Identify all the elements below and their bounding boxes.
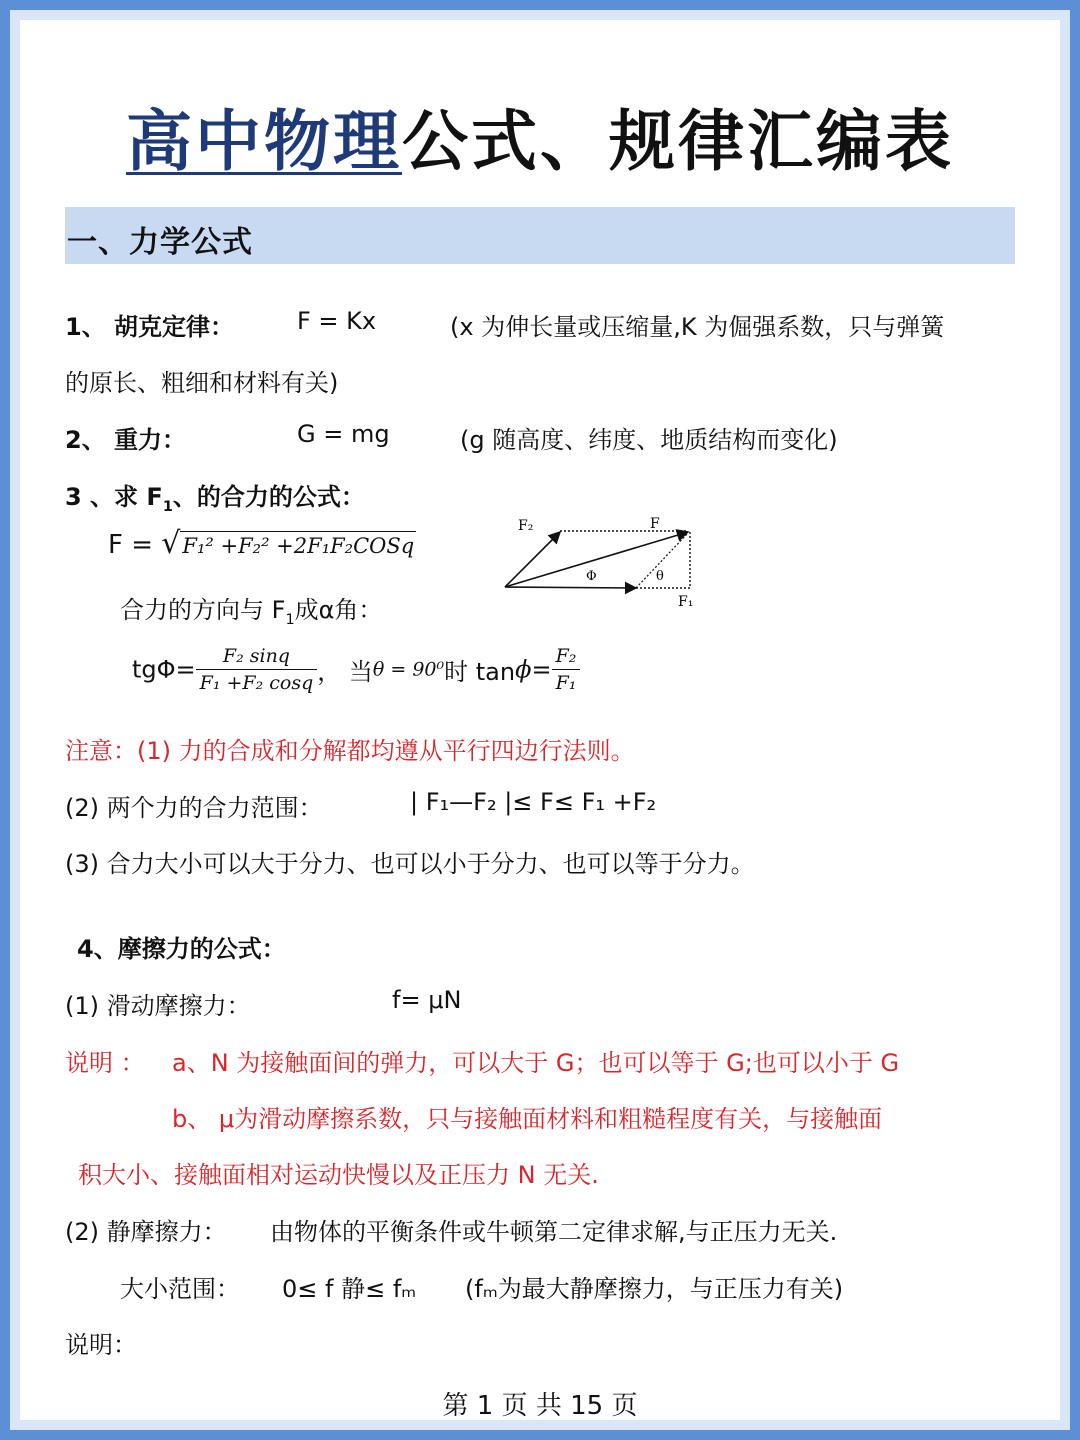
direction-text-b: 成α角： (294, 596, 383, 624)
resultant-formula (108, 526, 416, 561)
direction-sub: 1 (285, 611, 295, 628)
section-heading: 一、力学公式 (67, 225, 253, 260)
resultant-heading-b: 、的合力的公式： (172, 483, 365, 511)
phi-symbol: ϕ (515, 655, 532, 684)
page-footer: 第 1 页 共 15 页 (442, 1391, 638, 1420)
label-f2: F₂ (518, 518, 534, 534)
tg-denominator: F₁ +F₂ cosq (199, 672, 314, 694)
gravity-label: 2、 重力： (65, 426, 187, 454)
note-parallelogram-rule: 注意：(1) 力的合成和分解都均遵从平行四边行法则。 (65, 737, 635, 765)
explain-label: 说明 ： (65, 1049, 145, 1077)
tg-lhs: tgΦ= (132, 655, 196, 684)
note-resultant-range-formula: | F₁—F₂ |≤ F≤ F₁ +F₂ (410, 788, 657, 816)
static-friction-text: 由物体的平衡条件或牛顿第二定律求解,与正压力无关. (270, 1218, 838, 1246)
explain-c: 积大小、接触面相对运动快慢以及正压力 N 无关. (78, 1161, 599, 1189)
title-highlight: 高中物理 (126, 103, 402, 180)
document-page (20, 20, 1060, 1420)
resultant-heading-a: 3 、求 F (65, 483, 163, 511)
range-note: (fₘ为最大静摩擦力，与正压力有关) (465, 1275, 844, 1303)
note-resultant-magnitude: (3) 合力大小可以大于分力、也可以小于分力、也可以等于分力。 (65, 850, 755, 878)
friction-heading: 4、摩擦力的公式： (77, 935, 286, 963)
resultant-lhs: F = (108, 530, 154, 560)
direction-formula (132, 645, 580, 694)
explain2-label: 说明： (65, 1331, 137, 1359)
section-heading-bar (65, 207, 1015, 264)
tan-equals: = (531, 655, 552, 684)
sliding-friction-label: (1) 滑动摩擦力： (65, 992, 251, 1020)
vector-f1 (505, 587, 636, 588)
sliding-friction-formula: f= μN (392, 986, 462, 1014)
tg-numerator: F₂ sinq (196, 645, 318, 670)
resultant-rhs: F₁² +F₂² +2F₁F₂COSq (180, 531, 416, 558)
document-title (20, 88, 1060, 183)
static-friction-label: (2) 静摩擦力： (65, 1218, 227, 1246)
explain-b: b、 μ为滑动摩擦系数，只与接触面材料和粗糙程度有关，与接触面 (172, 1105, 883, 1133)
when-text: ， 当 (317, 658, 373, 686)
hooke-law-formula: F = Kx (297, 307, 377, 335)
gravity-note: (g 随高度、纬度、地质结构而变化) (460, 426, 838, 454)
direction-text (120, 590, 382, 628)
label-f1: F₁ (678, 594, 694, 610)
resultant-heading (65, 477, 365, 515)
direction-text-a: 合力的方向与 F (120, 596, 286, 624)
title-rest: 公式、规律汇编表 (402, 103, 954, 180)
tan-numerator: F₂ (552, 645, 581, 670)
label-f: F (650, 516, 660, 532)
note-resultant-range-label: (2) 两个力的合力范围： (65, 794, 323, 822)
range-label: 大小范围： (120, 1275, 240, 1303)
gravity-formula: G = mg (297, 420, 390, 448)
label-phi: Φ (586, 569, 597, 584)
hooke-law-note-cont: 的原长、粗细和材料有关) (65, 369, 339, 397)
tan-fraction (552, 645, 581, 694)
explain-a: a、N 为接触面间的弹力，可以大于 G；也可以等于 G;也可以小于 G (172, 1049, 900, 1077)
tg-fraction (196, 645, 318, 694)
label-theta: θ (656, 569, 664, 584)
force-parallelogram-diagram (498, 510, 708, 610)
tan-denominator: F₁ (555, 672, 577, 694)
resultant-heading-sub: 1 (162, 498, 173, 515)
range-formula: 0≤ f 静≤ fₘ (282, 1275, 417, 1303)
sqrt-symbol-icon: √ (161, 526, 181, 561)
when-condition: θ = 90⁰ (372, 658, 445, 681)
when-tail: 时 tan (444, 658, 516, 686)
hooke-law-label: 1、 胡克定律： (65, 313, 235, 341)
hooke-law-note: (x 为伸长量或压缩量,K 为倔强系数，只与弹簧 (450, 313, 945, 341)
